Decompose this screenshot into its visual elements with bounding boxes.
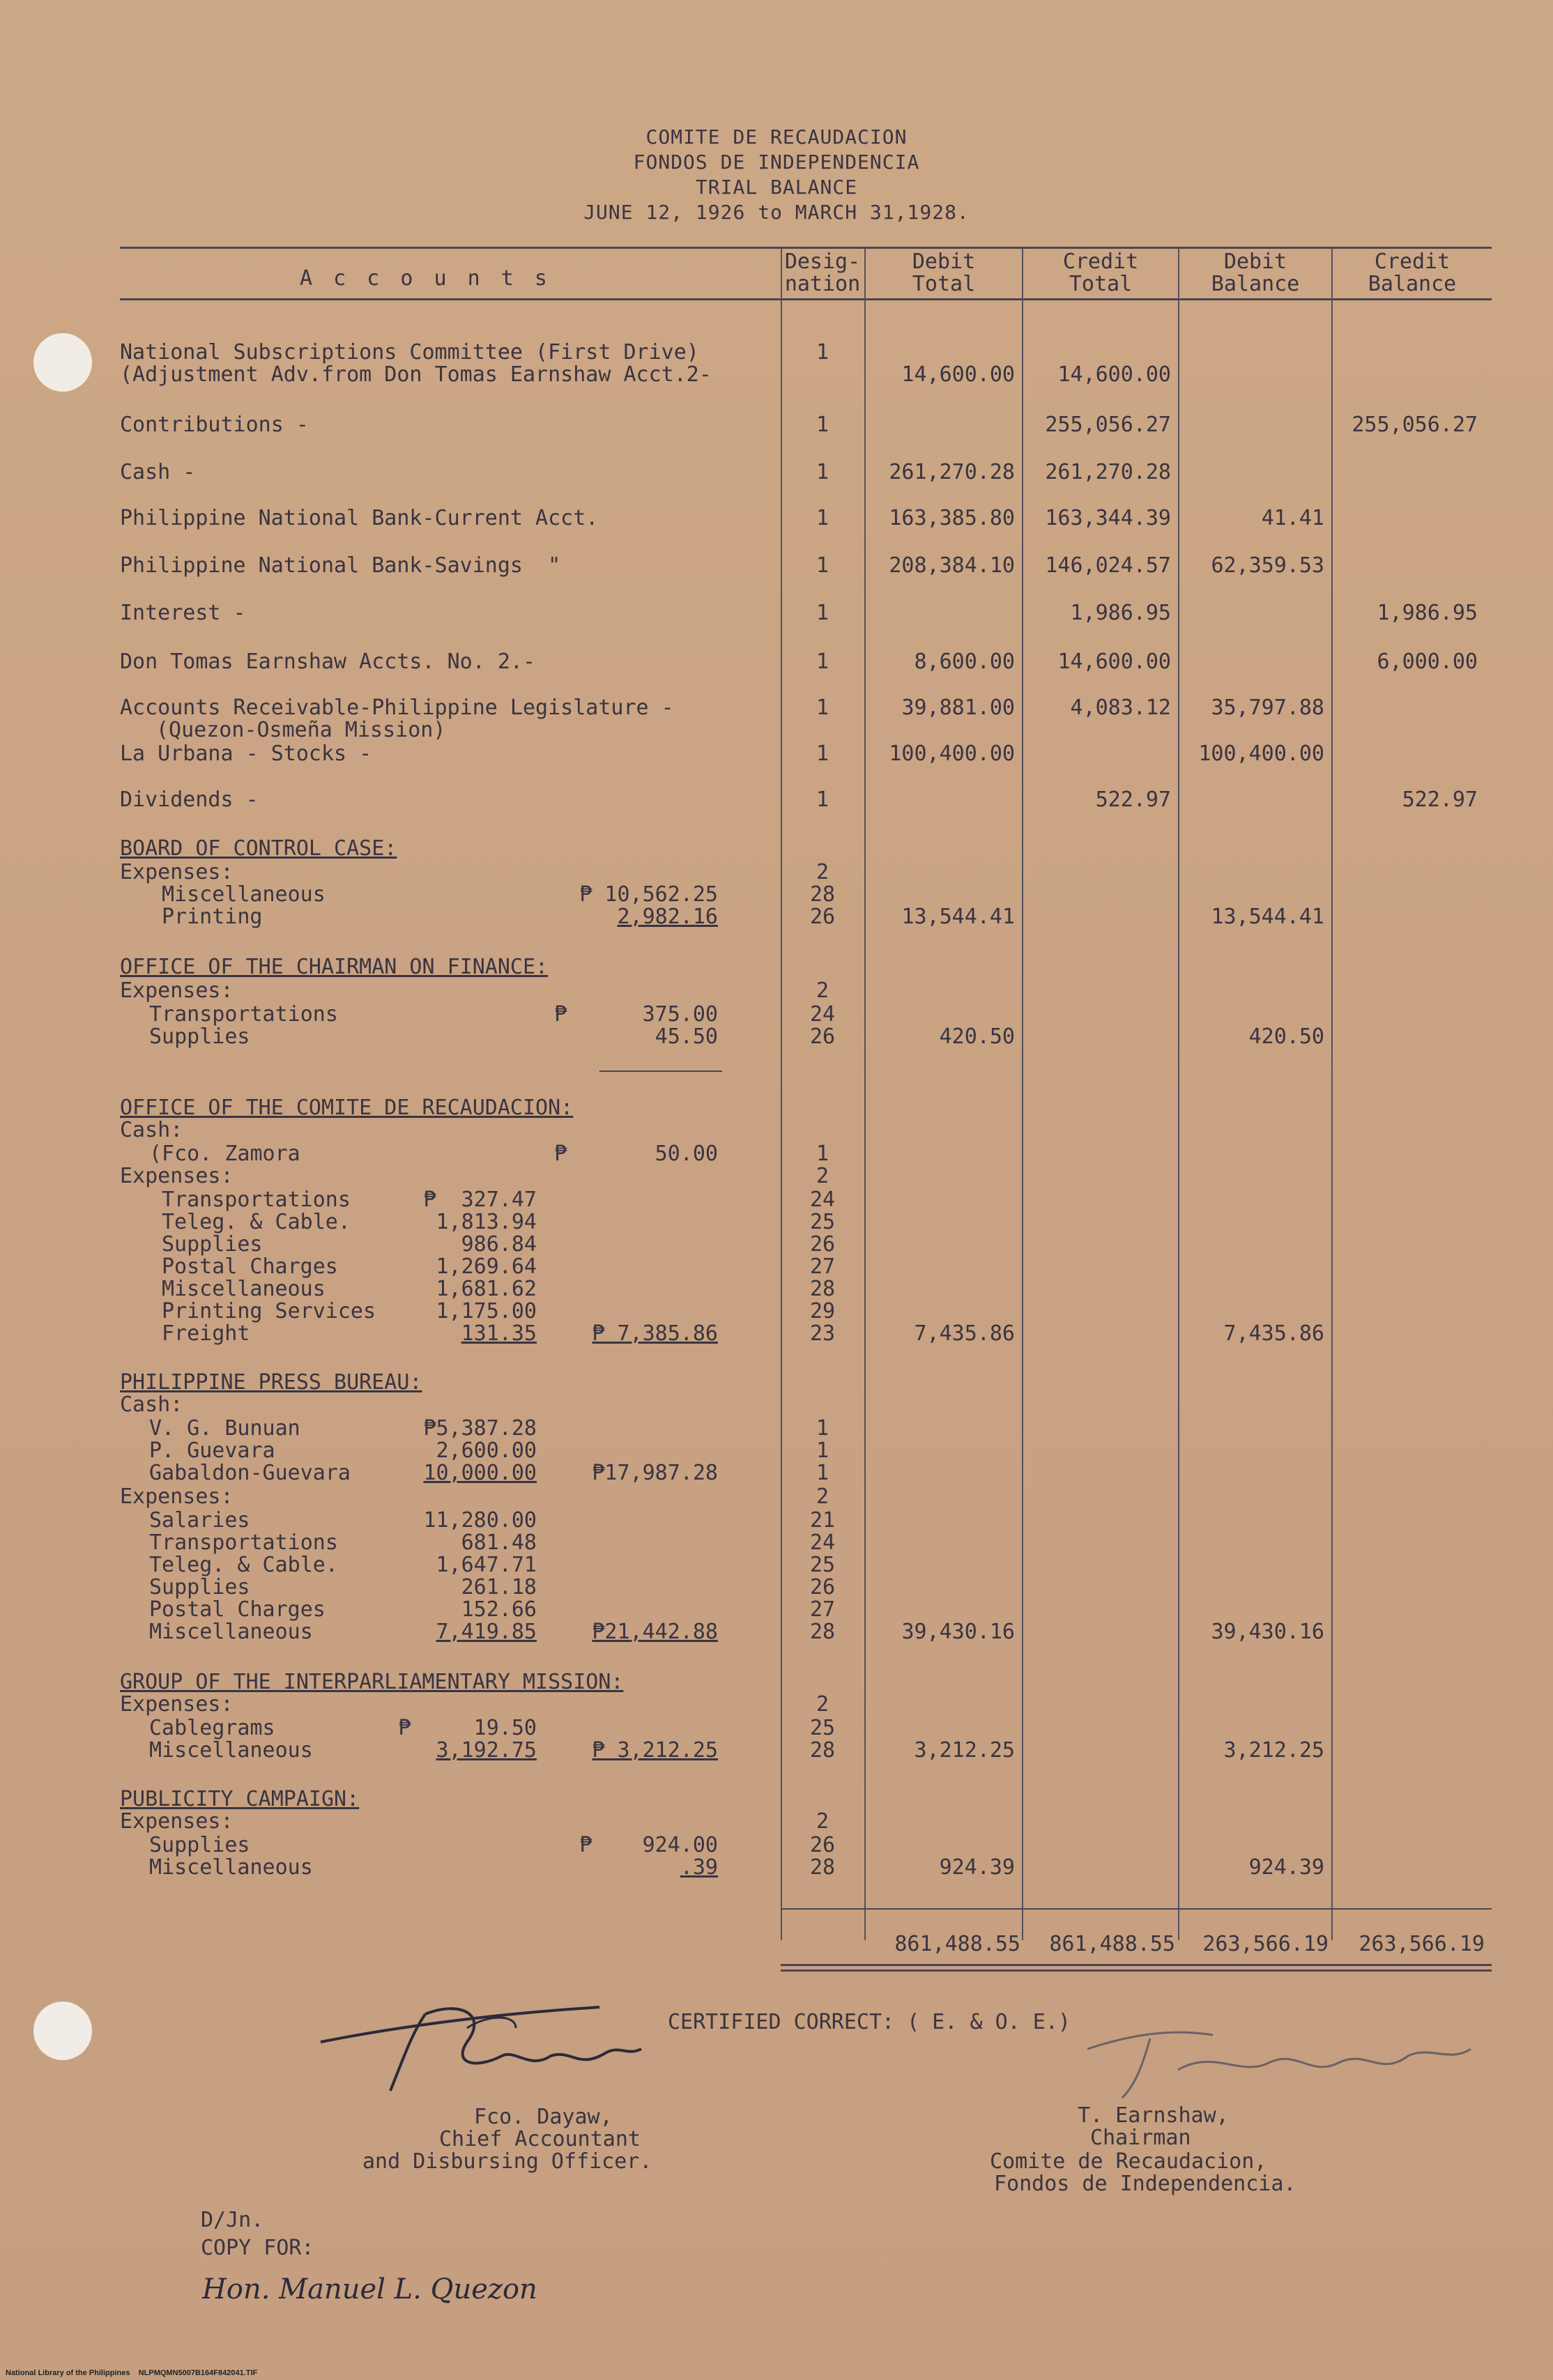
item-amount: 1,681.62 (436, 1277, 537, 1301)
designation-cell: 24 (809, 1530, 836, 1555)
designation-cell: 1 (816, 788, 829, 812)
table-top-rule (120, 247, 1492, 249)
designation-cell: 2 (816, 978, 829, 1003)
credit-balance-cell: 255,056.27 (1352, 413, 1478, 437)
designation-cell: 26 (809, 1575, 836, 1599)
cash-label: Cash: (120, 1118, 183, 1142)
expenses-label: Expenses: (120, 860, 234, 884)
item-amount: 3,192.75 (436, 1738, 537, 1763)
left-signatory-name: Fco. Dayaw, (474, 2105, 613, 2129)
item-label: Miscellaneous (149, 1620, 313, 1644)
debit-balance-header-1: Debit (1223, 249, 1287, 274)
right-signatory-title: Chairman (1090, 2126, 1191, 2150)
item-amount: ₱ 10,562.25 (579, 882, 718, 907)
account-label: Philippine National Bank-Savings " (120, 553, 561, 578)
section-title: OFFICE OF THE CHAIRMAN ON FINANCE: (120, 955, 549, 979)
item-amount: 7,419.85 (436, 1620, 537, 1644)
item-label: Supplies (149, 1833, 250, 1857)
right-signatory-title: Comite de Recaudacion, (990, 2149, 1267, 2174)
debit-total-cell: 8,600.00 (914, 650, 1015, 674)
credit-balance-header-2: Balance (1368, 272, 1457, 296)
expenses-label: Expenses: (120, 978, 234, 1003)
item-amount: .39 (680, 1855, 718, 1880)
designation-cell: 25 (809, 1553, 836, 1577)
account-label: National Subscriptions Committee (First Drive) (120, 340, 699, 364)
designation-cell: 24 (809, 1002, 836, 1027)
credit-balance-header-1: Credit (1374, 249, 1451, 274)
designation-cell: 1 (816, 1438, 829, 1463)
designation-cell: 1 (816, 340, 829, 364)
item-amount: 1,175.00 (436, 1299, 537, 1323)
archive-footer: National Library of the Philippines NLPMQMN5007B164F842041.TIF (6, 2369, 258, 2377)
designation-cell: 1 (816, 553, 829, 578)
section-title: PHILIPPINE PRESS BUREAU: (120, 1370, 422, 1395)
debit-balance-cell: 3,212.25 (1223, 1738, 1324, 1763)
credit-total-header-1: Credit (1062, 249, 1139, 274)
debit-balance-cell: 13,544.41 (1211, 905, 1324, 929)
designation-cell: 1 (816, 601, 829, 625)
expenses-label: Expenses: (120, 1692, 234, 1717)
credit-total-sum: 861,488.55 (1049, 1932, 1175, 1956)
debit-total-cell: 14,600.00 (901, 362, 1015, 387)
designation-cell: 1 (816, 696, 829, 720)
designation-cell: 25 (809, 1716, 836, 1740)
debit-total-cell: 924.39 (939, 1855, 1015, 1880)
designation-cell: 2 (816, 1692, 829, 1717)
debit-balance-cell: 7,435.86 (1223, 1321, 1324, 1346)
designation-cell: 28 (809, 882, 836, 907)
item-amount: 131.35 (461, 1321, 537, 1346)
designation-header-2: nation (784, 272, 861, 296)
debit-balance-sum: 263,566.19 (1202, 1932, 1329, 1956)
item-amount: 986.84 (461, 1232, 537, 1257)
item-label: Printing (162, 905, 263, 929)
debit-total-cell: 420.50 (939, 1024, 1015, 1049)
section-title: BOARD OF CONTROL CASE: (120, 836, 397, 861)
designation-cell: 1 (816, 413, 829, 437)
designation-cell: 26 (809, 1024, 836, 1049)
debit-total-cell: 261,270.28 (889, 460, 1015, 484)
column-divider (1022, 247, 1023, 1940)
left-signatory-title: Chief Accountant (439, 2127, 641, 2151)
item-label: Postal Charges (162, 1254, 338, 1279)
item-label: Transportations (149, 1530, 338, 1555)
designation-cell: 1 (816, 460, 829, 484)
credit-total-cell: 255,056.27 (1045, 413, 1171, 437)
designation-header-1: Desig- (784, 249, 861, 274)
item-label: Miscellaneous (149, 1855, 313, 1880)
debit-total-cell: 39,881.00 (901, 696, 1015, 720)
debit-total-cell: 39,430.16 (901, 1620, 1015, 1644)
debit-balance-cell: 100,400.00 (1198, 742, 1324, 766)
header-line-2: FONDOS DE INDEPENDENCIA (633, 151, 920, 174)
left-signature-text (418, 2056, 422, 2057)
debit-balance-cell: 924.39 (1248, 1855, 1324, 1880)
credit-balance-cell: 1,986.95 (1377, 601, 1478, 625)
item-amount: ₱5,387.28 (423, 1416, 537, 1441)
section-subtotal: ₱21,442.88 (592, 1620, 718, 1644)
designation-cell: 1 (816, 1416, 829, 1441)
item-label: Transportations (149, 1002, 338, 1027)
designation-cell: 26 (809, 905, 836, 929)
subtotal-rule (599, 1070, 722, 1072)
designation-cell: 28 (809, 1738, 836, 1763)
account-label: Contributions - (120, 413, 309, 437)
item-label: Gabaldon-Guevara (149, 1461, 351, 1485)
section-title: GROUP OF THE INTERPARLIAMENTARY MISSION: (120, 1670, 624, 1694)
designation-cell: 28 (809, 1620, 836, 1644)
designation-cell: 2 (816, 860, 829, 884)
credit-total-cell: 1,986.95 (1070, 601, 1171, 625)
total-double-rule (781, 1964, 1492, 1966)
item-label: Freight (162, 1321, 250, 1346)
account-label: Don Tomas Earnshaw Accts. No. 2.- (120, 650, 536, 674)
credit-balance-cell: 522.97 (1402, 788, 1478, 812)
left-signatory-title: and Disbursing Officer. (362, 2149, 652, 2174)
debit-total-cell: 7,435.86 (914, 1321, 1015, 1346)
designation-cell: 1 (816, 506, 829, 530)
item-label: Supplies (149, 1575, 250, 1599)
item-amount: 45.50 (655, 1024, 718, 1049)
designation-cell: 2 (816, 1809, 829, 1834)
credit-total-header-2: Total (1069, 272, 1133, 296)
item-label: Miscellaneous (162, 882, 326, 907)
item-amount: ₱ 375.00 (554, 1002, 718, 1027)
designation-cell: 1 (816, 1461, 829, 1485)
item-amount: 1,269.64 (436, 1254, 537, 1279)
credit-total-cell: 522.97 (1095, 788, 1171, 812)
item-amount: 681.48 (461, 1530, 537, 1555)
designation-cell: 26 (809, 1232, 836, 1257)
column-divider (1178, 247, 1179, 1940)
item-amount: ₱ 50.00 (554, 1142, 718, 1166)
certified-correct: CERTIFIED CORRECT: ( E. & O. E.) (668, 2010, 1071, 2034)
table-header-rule (120, 298, 1492, 300)
credit-total-cell: 14,600.00 (1057, 650, 1171, 674)
designation-cell: 2 (816, 1484, 829, 1509)
item-amount: 261.18 (461, 1575, 537, 1599)
section-subtotal: ₱17,987.28 (592, 1461, 718, 1485)
designation-cell: 28 (809, 1855, 836, 1880)
item-label: Postal Charges (149, 1597, 326, 1622)
item-label: Supplies (162, 1232, 263, 1257)
designation-cell: 26 (809, 1833, 836, 1857)
debit-balance-header-2: Balance (1211, 272, 1300, 296)
designation-cell: 27 (809, 1254, 836, 1279)
header-line-3: TRIAL BALANCE (695, 176, 858, 199)
designation-cell: 27 (809, 1597, 836, 1622)
accounts-column-header: A c c o u n t s (300, 266, 551, 291)
debit-total-sum: 861,488.55 (894, 1932, 1020, 1956)
section-subtotal: ₱ 3,212.25 (592, 1738, 718, 1763)
item-label: Transportations (162, 1188, 351, 1212)
credit-total-cell: 163,344.39 (1045, 506, 1171, 530)
item-label: (Fco. Zamora (149, 1142, 300, 1166)
item-amount: 10,000.00 (423, 1461, 537, 1485)
designation-cell: 21 (809, 1508, 836, 1533)
item-label: Supplies (149, 1024, 250, 1049)
item-label: Miscellaneous (149, 1738, 313, 1763)
item-label: V. G. Bunuan (149, 1416, 300, 1441)
account-sub-label: (Quezon-Osmeña Mission) (156, 718, 446, 742)
credit-total-cell: 14,600.00 (1057, 362, 1171, 387)
item-amount: 2,982.16 (617, 905, 718, 929)
debit-balance-cell: 62,359.53 (1211, 553, 1324, 578)
debit-total-cell: 13,544.41 (901, 905, 1015, 929)
section-title: OFFICE OF THE COMITE DE RECAUDACION: (120, 1096, 574, 1120)
debit-total-header-1: Debit (912, 249, 976, 274)
account-label: Cash - (120, 460, 196, 484)
item-label: P. Guevara (149, 1438, 275, 1463)
handwritten-signature-right (1073, 2007, 1492, 2112)
column-divider (1331, 247, 1333, 1940)
debit-total-cell: 3,212.25 (914, 1738, 1015, 1763)
item-amount: 1,813.94 (436, 1210, 537, 1234)
debit-total-cell: 208,384.10 (889, 553, 1015, 578)
item-amount: ₱ 924.00 (579, 1833, 718, 1857)
debit-balance-cell: 41.41 (1261, 506, 1324, 530)
section-subtotal: ₱ 7,385.86 (592, 1321, 718, 1346)
punch-hole (33, 333, 92, 392)
item-amount: 1,647.71 (436, 1553, 537, 1577)
total-double-rule (781, 1970, 1492, 1972)
item-amount: 11,280.00 (423, 1508, 537, 1533)
debit-balance-cell: 39,430.16 (1211, 1620, 1324, 1644)
item-amount: 152.66 (461, 1597, 537, 1622)
designation-cell: 2 (816, 1164, 829, 1188)
account-label: Philippine National Bank-Current Acct. (120, 506, 599, 530)
item-label: Salaries (149, 1508, 250, 1533)
account-label: Interest - (120, 601, 246, 625)
designation-cell: 29 (809, 1299, 836, 1323)
debit-balance-cell: 420.50 (1248, 1024, 1324, 1049)
debit-total-cell: 163,385.80 (889, 506, 1015, 530)
designation-cell: 1 (816, 650, 829, 674)
item-label: Printing Services (162, 1299, 376, 1323)
item-amount: ₱ 327.47 (423, 1188, 537, 1212)
expenses-label: Expenses: (120, 1164, 234, 1188)
credit-balance-sum: 263,566.19 (1359, 1932, 1485, 1956)
designation-cell: 1 (816, 1142, 829, 1166)
column-divider (864, 247, 866, 1940)
designation-cell: 25 (809, 1210, 836, 1234)
item-label: Cablegrams (149, 1716, 275, 1740)
punch-hole (33, 2002, 92, 2060)
credit-total-cell: 261,270.28 (1045, 460, 1171, 484)
typist-initials: D/Jn. (201, 2208, 264, 2232)
debit-total-header-2: Total (912, 272, 976, 296)
credit-total-cell: 4,083.12 (1070, 696, 1171, 720)
item-label: Teleg. & Cable. (162, 1210, 351, 1234)
credit-total-cell: 146,024.57 (1045, 553, 1171, 578)
right-signatory-title: Fondos de Independencia. (994, 2172, 1296, 2196)
cash-label: Cash: (120, 1392, 183, 1417)
account-label: (Adjustment Adv.from Don Tomas Earnshaw Acct.2- (120, 362, 712, 387)
debit-total-cell: 100,400.00 (889, 742, 1015, 766)
item-label: Miscellaneous (162, 1277, 326, 1301)
right-signature-text (1185, 2056, 1189, 2057)
designation-cell: 28 (809, 1277, 836, 1301)
designation-cell: 1 (816, 742, 829, 766)
account-label: Dividends - (120, 788, 259, 812)
total-rule (781, 1908, 1492, 1910)
expenses-label: Expenses: (120, 1809, 234, 1834)
designation-cell: 24 (809, 1188, 836, 1212)
item-amount: ₱ 19.50 (398, 1716, 537, 1740)
account-label: La Urbana - Stocks - (120, 742, 372, 766)
designation-cell: 23 (809, 1321, 836, 1346)
right-signatory-name: T. Earnshaw, (1078, 2103, 1229, 2128)
copy-recipient: Hon. Manuel L. Quezon (202, 2273, 537, 2305)
header-line-1: COMITE DE RECAUDACION (645, 125, 908, 148)
handwritten-signature-left (307, 1986, 697, 2119)
expenses-label: Expenses: (120, 1484, 234, 1509)
credit-balance-cell: 6,000.00 (1377, 650, 1478, 674)
debit-balance-cell: 35,797.88 (1211, 696, 1324, 720)
item-amount: 2,600.00 (436, 1438, 537, 1463)
account-label: Accounts Receivable-Philippine Legislature - (120, 696, 674, 720)
header-line-4: JUNE 12, 1926 to MARCH 31,1928. (583, 201, 970, 224)
section-title: PUBLICITY CAMPAIGN: (120, 1787, 360, 1811)
column-divider (781, 247, 782, 1940)
item-label: Teleg. & Cable. (149, 1553, 338, 1577)
copy-for-label: COPY FOR: (201, 2236, 314, 2260)
